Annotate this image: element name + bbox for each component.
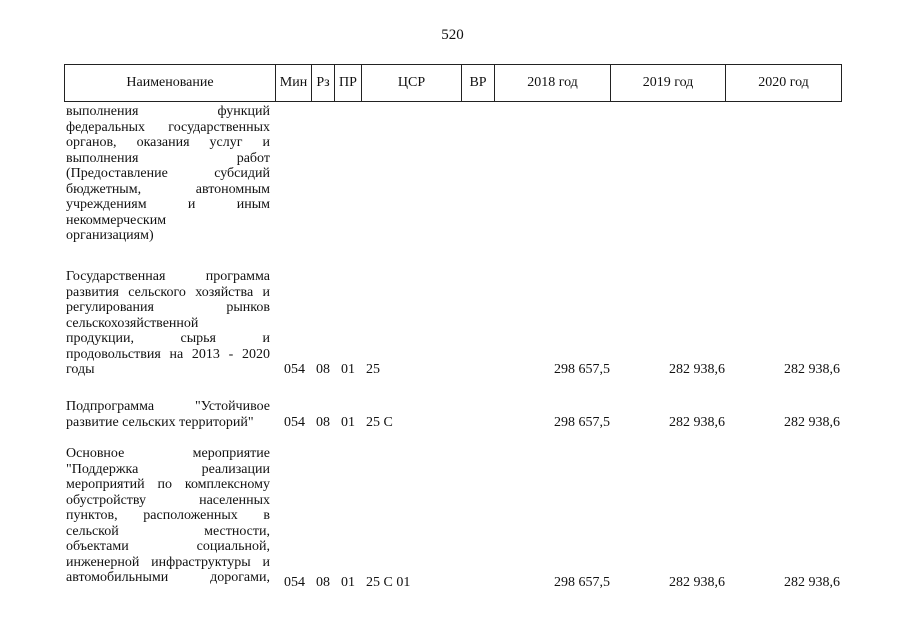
cell-min: 054 [284, 415, 305, 430]
name-line: обустройству населенных [66, 492, 270, 508]
row-name [66, 399, 270, 430]
cell-2019: 282 938,6 [669, 362, 725, 377]
cell-rz: 08 [316, 362, 330, 377]
row-name [66, 104, 270, 244]
name-line: федеральных государственных [66, 119, 270, 135]
header-2018: 2018 год [495, 65, 611, 102]
header-2019: 2019 год [611, 65, 726, 102]
cell-2018: 298 657,5 [554, 415, 610, 430]
name-line: бюджетным, автономным [66, 181, 270, 197]
name-line: годы [66, 362, 95, 377]
name-line: органов, оказания услуг и [66, 135, 270, 150]
cell-csr: 25 С [366, 415, 393, 430]
cell-rz: 08 [316, 415, 330, 430]
name-line: развитие сельских территорий" [66, 414, 254, 430]
cell-pr: 01 [341, 575, 355, 590]
cell-csr: 25 [366, 362, 380, 377]
header-csr: ЦСР [362, 65, 462, 102]
name-line: регулирования рынков [66, 300, 270, 315]
cell-pr: 01 [341, 415, 355, 430]
name-line: инженерной инфраструктуры и [66, 554, 270, 570]
name-line: сельскохозяйственной [66, 315, 199, 331]
name-line: "Поддержка реализации [66, 461, 270, 477]
cell-2020: 282 938,6 [784, 415, 840, 430]
name-line: (Предоставление субсидий [66, 166, 270, 181]
cell-min: 054 [284, 575, 305, 590]
name-line: объектами социальной, [66, 539, 270, 554]
cell-2020: 282 938,6 [784, 362, 840, 377]
name-line: автомобильными дорогами, [66, 570, 270, 585]
header-rz: Рз [312, 65, 335, 102]
name-line: продовольствия на 2013 - 2020 [66, 346, 270, 362]
row-name [66, 269, 270, 378]
name-line: некоммерческим [66, 212, 167, 228]
header-pr: ПР [335, 65, 362, 102]
cell-csr: 25 С 01 [366, 575, 411, 590]
name-line: Подпрограмма "Устойчивое [66, 399, 270, 414]
header-min: Мин [276, 65, 312, 102]
header-name: Наименование [65, 65, 276, 102]
cell-min: 054 [284, 362, 305, 377]
name-line: Основное мероприятие [66, 446, 270, 461]
cell-2018: 298 657,5 [554, 362, 610, 377]
header-2020: 2020 год [726, 65, 842, 102]
name-line: выполнения работ [66, 150, 270, 166]
row-name [66, 446, 270, 586]
name-line: развития сельского хозяйства и [66, 284, 270, 300]
cell-2019: 282 938,6 [669, 575, 725, 590]
cell-rz: 08 [316, 575, 330, 590]
header-vr: ВР [462, 65, 495, 102]
name-line: мероприятий по комплексному [66, 477, 270, 492]
name-line: продукции, сырья и [66, 331, 270, 346]
name-line: выполнения функций [66, 104, 270, 119]
cell-2019: 282 938,6 [669, 415, 725, 430]
cell-2020: 282 938,6 [784, 575, 840, 590]
name-line: сельской местности, [66, 523, 270, 539]
cell-2018: 298 657,5 [554, 575, 610, 590]
name-line: организациям) [66, 228, 154, 243]
page-number: 520 [441, 27, 464, 43]
table-header [64, 64, 842, 102]
name-line: учреждениям и иным [66, 197, 270, 212]
name-line: пунктов, расположенных в [66, 508, 270, 523]
cell-pr: 01 [341, 362, 355, 377]
name-line: Государственная программа [66, 269, 270, 284]
